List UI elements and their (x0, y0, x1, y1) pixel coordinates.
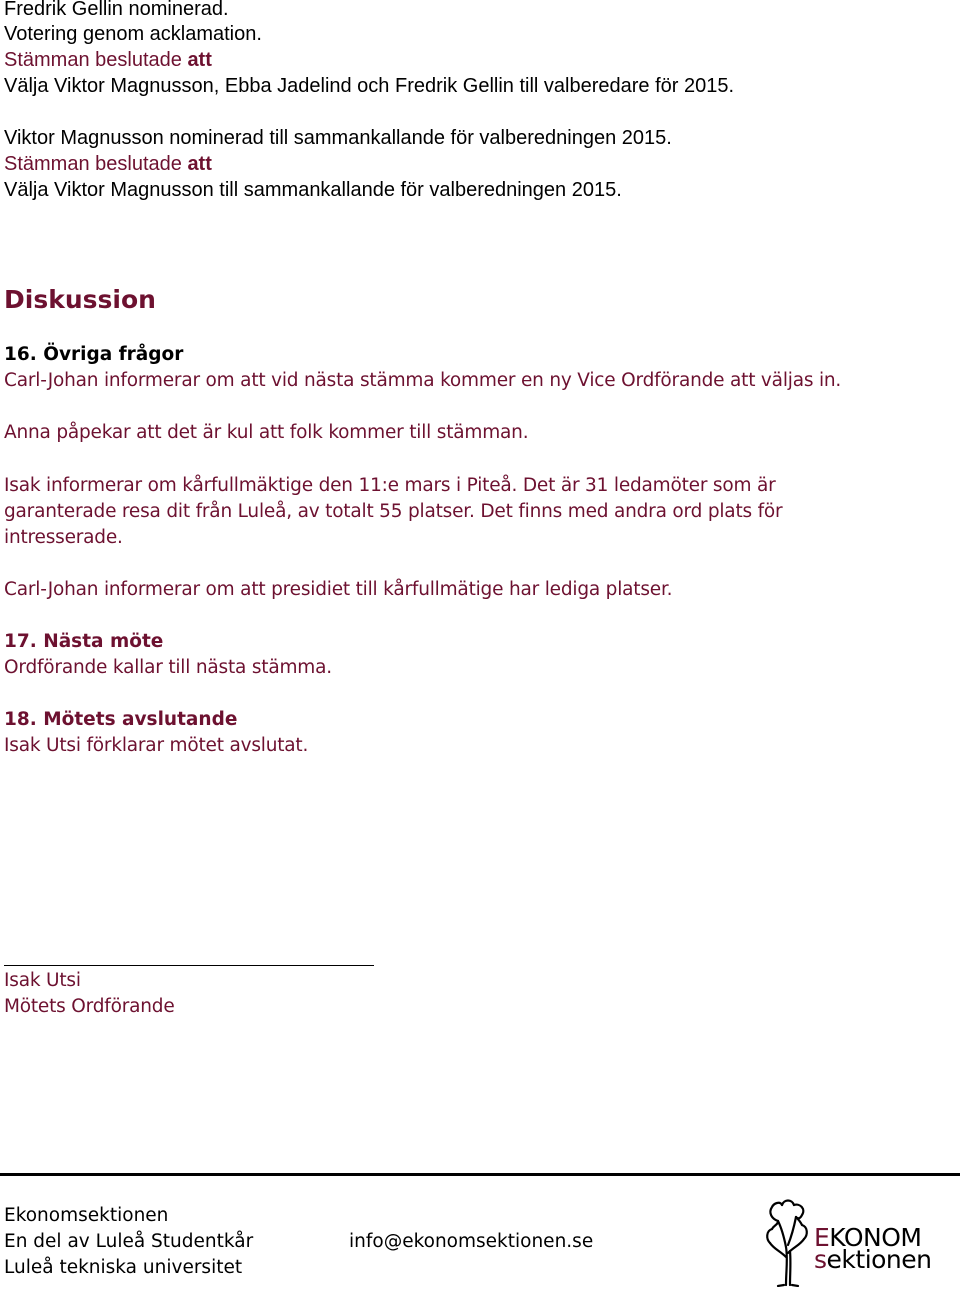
section-17-title: 17. Nästa möte (4, 631, 164, 652)
section-18-body: Isak Utsi förklarar mötet avslutat. (4, 735, 309, 756)
section-16-p4: Carl-Johan informerar om att presidiet till kårfullmätige har lediga platser. (4, 579, 673, 600)
section-18-title: 18. Mötets avslutande (4, 709, 238, 730)
footer-university: Luleå tekniska universitet (4, 1257, 243, 1278)
section-16-p2: Anna påpekar att det är kul att folk kommer till stämman. (4, 422, 529, 443)
footer-email[interactable]: info@ekonomsektionen.se (349, 1231, 594, 1252)
logo-initial-s: s (814, 1245, 827, 1274)
logo-line-2 (814, 1247, 932, 1273)
decision-text-2: Stämman beslutade (4, 153, 188, 175)
vote-line: Votering genom acklamation. (4, 23, 262, 45)
discussion-heading: Diskussion (4, 285, 156, 314)
footer-org: Ekonomsektionen (4, 1205, 169, 1226)
decision-body-2: Välja Viktor Magnusson till sammankallande för valberedningen 2015. (4, 179, 622, 201)
nomination-line-2: Viktor Magnusson nominerad till sammankallande för valberedningen 2015. (4, 127, 672, 149)
signature-line (4, 965, 374, 966)
signature-name: Isak Utsi (4, 970, 81, 991)
decision-line (4, 47, 212, 73)
footer-rule (0, 1173, 960, 1176)
att-keyword: att (187, 49, 212, 71)
decision-body: Välja Viktor Magnusson, Ebba Jadelind och Fredrik Gellin till valberedare för 2015. (4, 75, 735, 97)
att-keyword-2: att (187, 153, 212, 175)
section-17-body: Ordförande kallar till nästa stämma. (4, 657, 332, 678)
decision-line-2 (4, 151, 212, 177)
ekonomsektionen-logo (764, 1197, 954, 1287)
section-16-title: 16. Övriga frågor (4, 344, 184, 365)
footer-part-of: En del av Luleå Studentkår (4, 1231, 254, 1252)
nomination-line: Fredrik Gellin nominerad. (4, 0, 229, 20)
signature-role: Mötets Ordförande (4, 996, 175, 1017)
tree-icon (764, 1197, 810, 1287)
logo-ektionen: ektionen (826, 1245, 932, 1274)
logo-konom: KONOM (829, 1223, 922, 1252)
section-16-p1: Carl-Johan informerar om att vid nästa stämma kommer en ny Vice Ordförande att väljas in. (4, 370, 842, 391)
section-16-p3-l1: Isak informerar om kårfullmäktige den 11:e mars i Piteå. Det är 31 ledamöter som är (4, 475, 776, 496)
decision-text: Stämman beslutade (4, 49, 188, 71)
section-16-p3-l3: intresserade. (4, 527, 123, 548)
logo-initial-e: E (814, 1223, 830, 1252)
section-16-p3-l2: garanterade resa dit från Luleå, av totalt 55 platser. Det finns med andra ord plats för (4, 501, 783, 522)
